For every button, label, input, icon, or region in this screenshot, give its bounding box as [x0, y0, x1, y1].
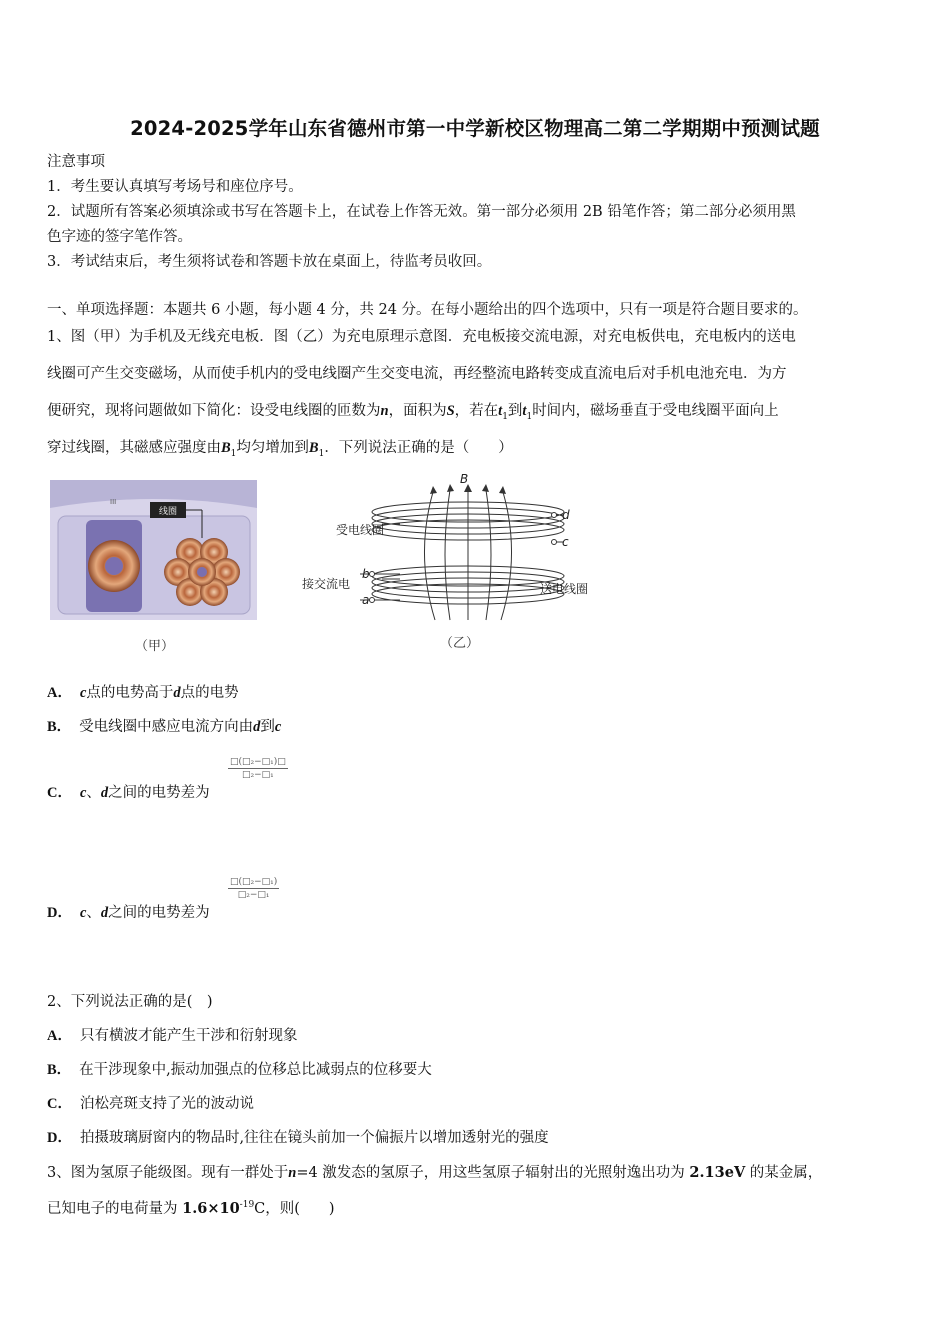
figure-yi [300, 470, 610, 630]
label-coil: 线圈 [158, 507, 178, 517]
label-b: b [362, 567, 370, 581]
label-d: d [562, 508, 570, 522]
q1-line-1: 1、图（甲）为手机及无线充电板．图（乙）为充电原理示意图．充电板接交流电源，对充电板供电，充电板内的送电 [47, 329, 796, 345]
q2-stem: 2、下列说法正确的是( ) [47, 994, 213, 1010]
q1-option-c: C． c、d之间的电势差为 [47, 785, 210, 801]
q2-option-a: A． 只有横波才能产生干涉和衍射现象 [47, 1028, 298, 1044]
q2-option-d: D． 拍摄玻璃厨窗内的物品时,往往在镜头前加一个偏振片以增加透射光的强度 [47, 1130, 549, 1146]
label-receive-coil: 受电线圈 [336, 523, 385, 537]
q1-line-4: 穿过线圈，其磁感应强度由$B_1$均匀增加到$B_1$．下列说法正确的是（ ） [47, 440, 513, 459]
q1-option-c-formula: □(□₂−□₁)□ □₂−□₁ [230, 757, 286, 780]
svg-text:III: III [110, 498, 117, 506]
notice-item-2-cont: 色字迹的签字笔作答。 [47, 229, 192, 245]
page-title: 2024-2025学年山东省德州市第一中学新校区物理高二第二学期期中预测试题 [130, 117, 820, 140]
label-a: a [362, 593, 370, 607]
q2-option-b: B． 在干涉现象中,振动加强点的位移总比减弱点的位移要大 [47, 1062, 432, 1078]
charging-principle-diagram [300, 470, 610, 630]
label-c: c [562, 535, 569, 549]
label-B: B [460, 472, 469, 486]
label-ac-source: 接交流电 [302, 577, 351, 591]
notice-item-3: 3．考试结束后，考生须将试卷和答题卡放在桌面上，待监考员收回。 [47, 254, 492, 270]
q1-line-3: 便研究，现将问题做如下简化：设受电线圈的匝数为n，面积为S，若在$t_1$到$t_1$时间内，磁场垂直于受电线圈平面向上 [47, 403, 779, 422]
q1-option-b: B． 受电线圈中感应电流方向由d到c [47, 719, 282, 735]
q1-option-d-formula: □(□₂−□₁) □₂−□₁ [230, 877, 278, 900]
label-send-coil: 送电线圈 [540, 582, 589, 596]
notice-item-2: 2．试题所有答案必须填涂或书写在答题卡上，在试卷上作答无效。第一部分必须用 2B 铅笔作答；第二部分必须用黑 [47, 204, 796, 220]
q1-option-a: A． c点的电势高于d点的电势 [47, 685, 239, 701]
q3-line-2: 已知电子的电荷量为 $1.6\times 10^{-19}C$，则( ) [47, 1200, 335, 1217]
section-heading: 一、单项选择题：本题共 6 小题，每小题 4 分，共 24 分。在每小题给出的四个选项中，只有一项是符合题目要求的。 [47, 302, 808, 318]
q1-line-2: 线圈可产生交变磁场，从而使手机内的受电线圈产生交变电流，再经整流电路转变成直流电后对手机电池充电．为方 [47, 366, 787, 382]
q2-option-c: C． 泊松亮斑支持了光的波动说 [47, 1096, 254, 1112]
q3-line-1: 3、图为氢原子能级图。现有一群处于n=4 激发态的氢原子，用这些氢原子辐射出的光照射逸出功为 2.13eV 的某金属， [47, 1164, 823, 1181]
notice-heading: 注意事项 [47, 154, 105, 170]
figure-jia [50, 480, 257, 620]
phone-charger-illustration [50, 480, 257, 620]
q1-option-d: D． c、d之间的电势差为 [47, 905, 210, 921]
notice-item-1: 1．考生要认真填写考场号和座位序号。 [47, 179, 303, 195]
figure-yi-caption: （乙） [440, 636, 480, 651]
figure-jia-caption: （甲） [135, 639, 175, 654]
